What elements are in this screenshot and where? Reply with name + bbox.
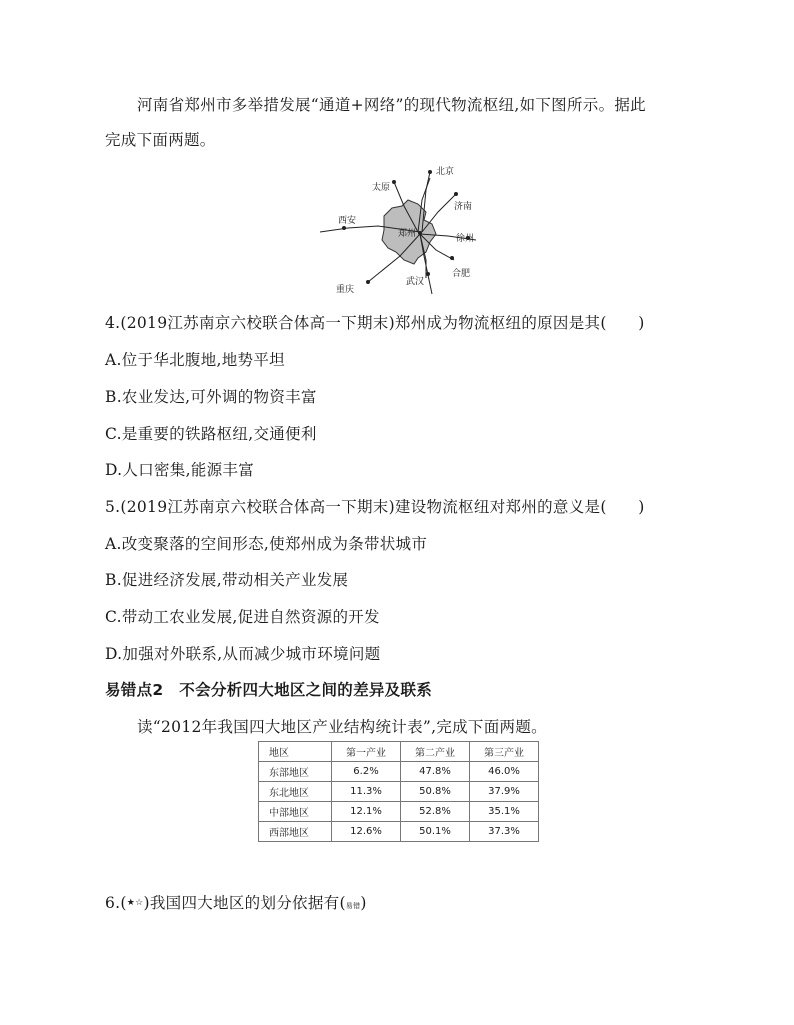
- q5-option-b: B.促进经济发展,带动相关产业发展: [105, 571, 349, 589]
- q4-option-a: A.位于华北腹地,地势平坦: [105, 351, 285, 369]
- label-xian: 西安: [338, 216, 357, 226]
- cell-tertiary: 35.1%: [470, 802, 539, 822]
- error-prone-tag: 易错: [345, 902, 361, 910]
- q4-option-d: D.人口密集,能源丰富: [105, 461, 255, 479]
- cell-primary: 6.2%: [332, 762, 401, 782]
- header-primary: 第一产业: [332, 742, 401, 762]
- cell-primary: 11.3%: [332, 782, 401, 802]
- header-region: 地区: [259, 742, 332, 762]
- table-row: [259, 762, 539, 782]
- cell-region: 东部地区: [259, 762, 332, 782]
- city-dot-xian: [342, 226, 346, 230]
- cell-primary: 12.6%: [332, 822, 401, 842]
- city-dot-hefei: [450, 256, 454, 260]
- city-dot-taiyuan: [392, 180, 396, 184]
- cell-region: 西部地区: [259, 822, 332, 842]
- q6-prefix: 6.(: [105, 894, 127, 912]
- city-dot-zhengzhou: [418, 231, 422, 235]
- table-row: [259, 802, 539, 822]
- q5-option-d: D.加强对外联系,从而减少城市环境问题: [105, 645, 381, 663]
- table-header-row: [259, 742, 539, 762]
- label-taiyuan: 太原: [372, 183, 391, 193]
- label-zhengzhou: 郑州: [398, 229, 417, 239]
- intro-line-1: 河南省郑州市多举措发展“通道+网络”的现代物流枢纽,如下图所示。据此: [137, 96, 646, 114]
- q4-option-b: B.农业发达,可外调的物资丰富: [105, 388, 317, 406]
- label-chongqing: 重庆: [336, 285, 355, 295]
- city-dot-beijing: [428, 170, 432, 174]
- cell-secondary: 47.8%: [401, 762, 470, 782]
- cell-tertiary: 37.9%: [470, 782, 539, 802]
- logistics-hub-map: [318, 160, 480, 300]
- q4-stem: 4.(2019江苏南京六校联合体高一下期末)郑州成为物流枢纽的原因是其( ): [105, 314, 645, 332]
- cell-secondary: 52.8%: [401, 802, 470, 822]
- cell-tertiary: 46.0%: [470, 762, 539, 782]
- cell-secondary: 50.8%: [401, 782, 470, 802]
- table-row: [259, 822, 539, 842]
- label-wuhan: 武汉: [406, 277, 425, 287]
- city-dot-chongqing: [366, 280, 370, 284]
- q5-option-c: C.带动工农业发展,促进自然资源的开发: [105, 608, 380, 626]
- cell-region: 中部地区: [259, 802, 332, 822]
- city-dot-wuhan: [426, 272, 430, 276]
- q5-stem: 5.(2019江苏南京六校联合体高一下期末)建设物流枢纽对郑州的意义是( ): [105, 498, 645, 516]
- difficulty-stars-icon: ★☆: [126, 898, 144, 908]
- section-intro: 读“2012年我国四大地区产业结构统计表”,完成下面两题。: [137, 718, 547, 736]
- label-jinan: 济南: [454, 202, 473, 212]
- header-secondary: 第二产业: [401, 742, 470, 762]
- label-hefei: 合肥: [452, 269, 471, 279]
- label-beijing: 北京: [436, 167, 455, 177]
- cell-secondary: 50.1%: [401, 822, 470, 842]
- q5-option-a: A.改变聚落的空间形态,使郑州成为条带状城市: [105, 535, 428, 553]
- rail-line-jinan: [422, 194, 456, 232]
- intro-line-2: 完成下面两题。: [105, 131, 216, 149]
- q6-suffix: ): [360, 894, 367, 912]
- section-heading: 易错点2 不会分析四大地区之间的差异及联系: [105, 681, 433, 699]
- cell-region: 东北地区: [259, 782, 332, 802]
- q4-option-c: C.是重要的铁路枢纽,交通便利: [105, 425, 317, 443]
- cell-tertiary: 37.3%: [470, 822, 539, 842]
- q6-stem: [105, 893, 367, 916]
- q6-text: )我国四大地区的划分依据有(: [143, 894, 346, 912]
- city-dot-jinan: [454, 192, 458, 196]
- header-tertiary: 第三产业: [470, 742, 539, 762]
- table-row: [259, 782, 539, 802]
- label-xuzhou: 徐州: [456, 234, 475, 244]
- industry-structure-table: [258, 741, 539, 842]
- cell-primary: 12.1%: [332, 802, 401, 822]
